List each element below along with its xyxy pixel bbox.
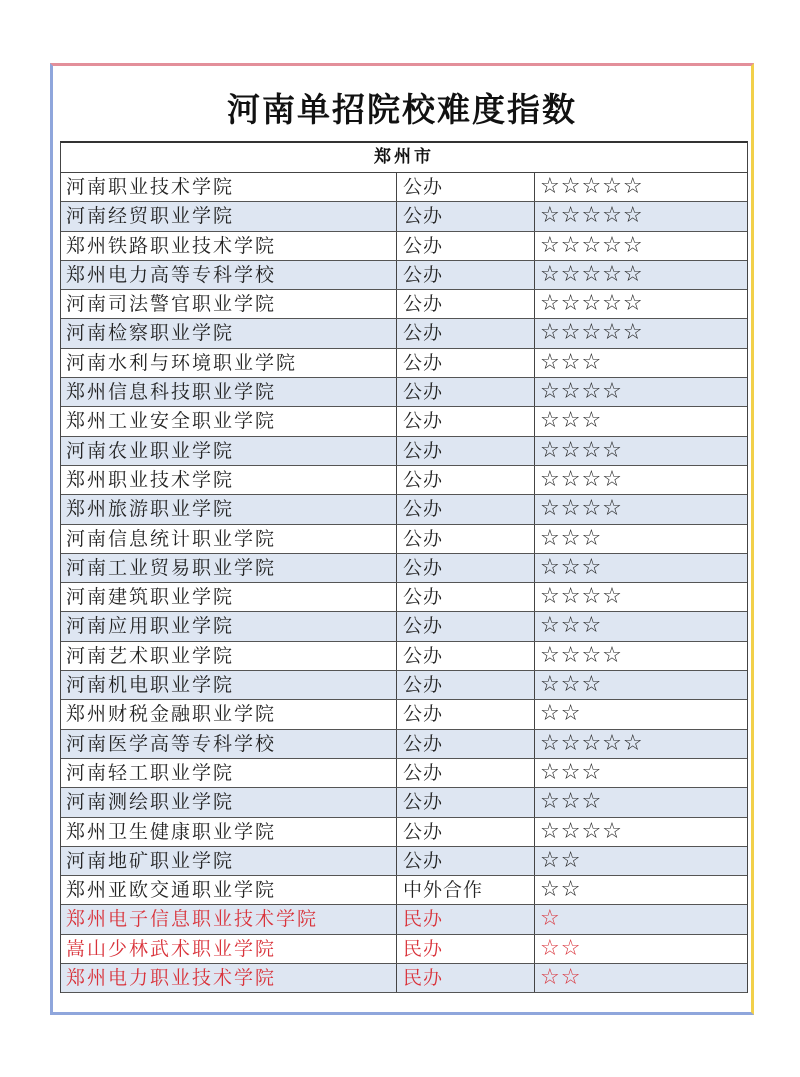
school-name: 郑州旅游职业学院 [61,495,397,523]
city-header: 郑州市 [61,143,747,173]
school-type: 公办 [397,232,535,260]
school-name: 河南职业技术学院 [61,173,397,201]
difficulty-stars: ☆☆☆ [540,408,603,434]
school-type: 公办 [397,378,535,406]
difficulty-stars: ☆☆☆☆☆ [540,261,644,287]
school-name: 河南经贸职业学院 [61,202,397,230]
school-type: 公办 [397,525,535,553]
school-type: 公办 [397,818,535,846]
table-row [61,202,747,231]
table-body [61,173,747,993]
school-type: 公办 [397,202,535,230]
difficulty-stars: ☆☆☆☆ [540,437,623,463]
school-name: 河南测绘职业学院 [61,788,397,816]
school-type: 民办 [397,964,535,992]
school-name: 河南建筑职业学院 [61,583,397,611]
school-type: 公办 [397,261,535,289]
school-type: 公办 [397,612,535,640]
difficulty-stars: ☆☆ [540,935,582,961]
school-type: 公办 [397,847,535,875]
table-row [61,759,747,788]
table-row [61,847,747,876]
school-name: 郑州铁路职业技术学院 [61,232,397,260]
difficulty-stars: ☆☆☆☆☆ [540,203,644,229]
difficulty-stars: ☆☆☆☆ [540,466,623,492]
school-type: 民办 [397,935,535,963]
table-row [61,319,747,348]
difficulty-stars: ☆☆☆ [540,349,603,375]
school-name: 郑州职业技术学院 [61,466,397,494]
table-row [61,964,747,993]
school-name: 郑州电力高等专科学校 [61,261,397,289]
difficulty-table [60,141,748,993]
table-row [61,818,747,847]
difficulty-stars: ☆☆☆☆☆ [540,730,644,756]
difficulty-stars: ☆☆ [540,847,582,873]
difficulty-stars: ☆☆☆☆ [540,496,623,522]
table-row [61,788,747,817]
school-name: 河南工业贸易职业学院 [61,554,397,582]
school-name: 郑州财税金融职业学院 [61,700,397,728]
school-type: 公办 [397,554,535,582]
difficulty-stars: ☆☆ [540,877,582,903]
school-name: 郑州亚欧交通职业学院 [61,876,397,904]
table-row [61,642,747,671]
difficulty-stars: ☆☆☆ [540,672,603,698]
school-name: 嵩山少林武术职业学院 [61,935,397,963]
table-row [61,671,747,700]
difficulty-stars: ☆☆ [540,701,582,727]
school-name: 郑州电子信息职业技术学院 [61,905,397,933]
school-name: 河南艺术职业学院 [61,642,397,670]
school-type: 中外合作 [397,876,535,904]
difficulty-stars: ☆☆☆☆☆ [540,174,644,199]
school-type: 公办 [397,319,535,347]
school-type: 公办 [397,173,535,201]
school-name: 河南农业职业学院 [61,437,397,465]
table-row [61,905,747,934]
school-name: 河南检察职业学院 [61,319,397,347]
difficulty-stars: ☆☆☆ [540,554,603,580]
school-name: 郑州信息科技职业学院 [61,378,397,406]
table-row [61,554,747,583]
school-name: 河南地矿职业学院 [61,847,397,875]
table-row [61,349,747,378]
table-row [61,378,747,407]
page-title: 河南单招院校难度指数 [227,90,577,129]
school-name: 河南信息统计职业学院 [61,525,397,553]
table-row [61,700,747,729]
table-row [61,261,747,290]
school-type: 公办 [397,671,535,699]
school-type: 民办 [397,905,535,933]
school-type: 公办 [397,495,535,523]
difficulty-stars: ☆☆☆☆☆ [540,320,644,346]
table-row [61,437,747,466]
school-name: 河南水利与环境职业学院 [61,349,397,377]
school-type: 公办 [397,642,535,670]
table-row [61,290,747,319]
school-type: 公办 [397,466,535,494]
table-row [61,232,747,261]
difficulty-stars: ☆☆☆☆ [540,818,623,844]
table-row [61,525,747,554]
school-type: 公办 [397,349,535,377]
school-type: 公办 [397,407,535,435]
table-row [61,495,747,524]
table-row [61,876,747,905]
table-row [61,583,747,612]
difficulty-stars: ☆☆☆☆☆ [540,291,644,317]
school-type: 公办 [397,730,535,758]
school-name: 郑州工业安全职业学院 [61,407,397,435]
school-type: 公办 [397,759,535,787]
school-name: 郑州电力职业技术学院 [61,964,397,992]
table-row [61,407,747,436]
school-name: 郑州卫生健康职业学院 [61,818,397,846]
school-name: 河南医学高等专科学校 [61,730,397,758]
table-row [61,173,747,202]
difficulty-stars: ☆☆☆☆ [540,379,623,405]
table-row [61,730,747,759]
school-name: 河南机电职业学院 [61,671,397,699]
school-type: 公办 [397,437,535,465]
table-row [61,466,747,495]
difficulty-stars: ☆☆☆ [540,759,603,785]
difficulty-stars: ☆☆☆ [540,789,603,815]
difficulty-stars: ☆☆☆☆☆ [540,232,644,258]
school-name: 河南司法警官职业学院 [61,290,397,318]
difficulty-stars: ☆☆☆☆ [540,584,623,610]
school-type: 公办 [397,583,535,611]
difficulty-stars: ☆☆☆ [540,613,603,639]
difficulty-stars: ☆ [540,906,561,932]
difficulty-stars: ☆☆☆ [540,525,603,551]
school-type: 公办 [397,290,535,318]
school-name: 河南轻工职业学院 [61,759,397,787]
school-name: 河南应用职业学院 [61,612,397,640]
difficulty-stars: ☆☆ [540,965,582,991]
table-row [61,612,747,641]
document-frame [50,63,754,1015]
difficulty-stars: ☆☆☆☆ [540,642,623,668]
school-type: 公办 [397,700,535,728]
table-row [61,935,747,964]
school-type: 公办 [397,788,535,816]
